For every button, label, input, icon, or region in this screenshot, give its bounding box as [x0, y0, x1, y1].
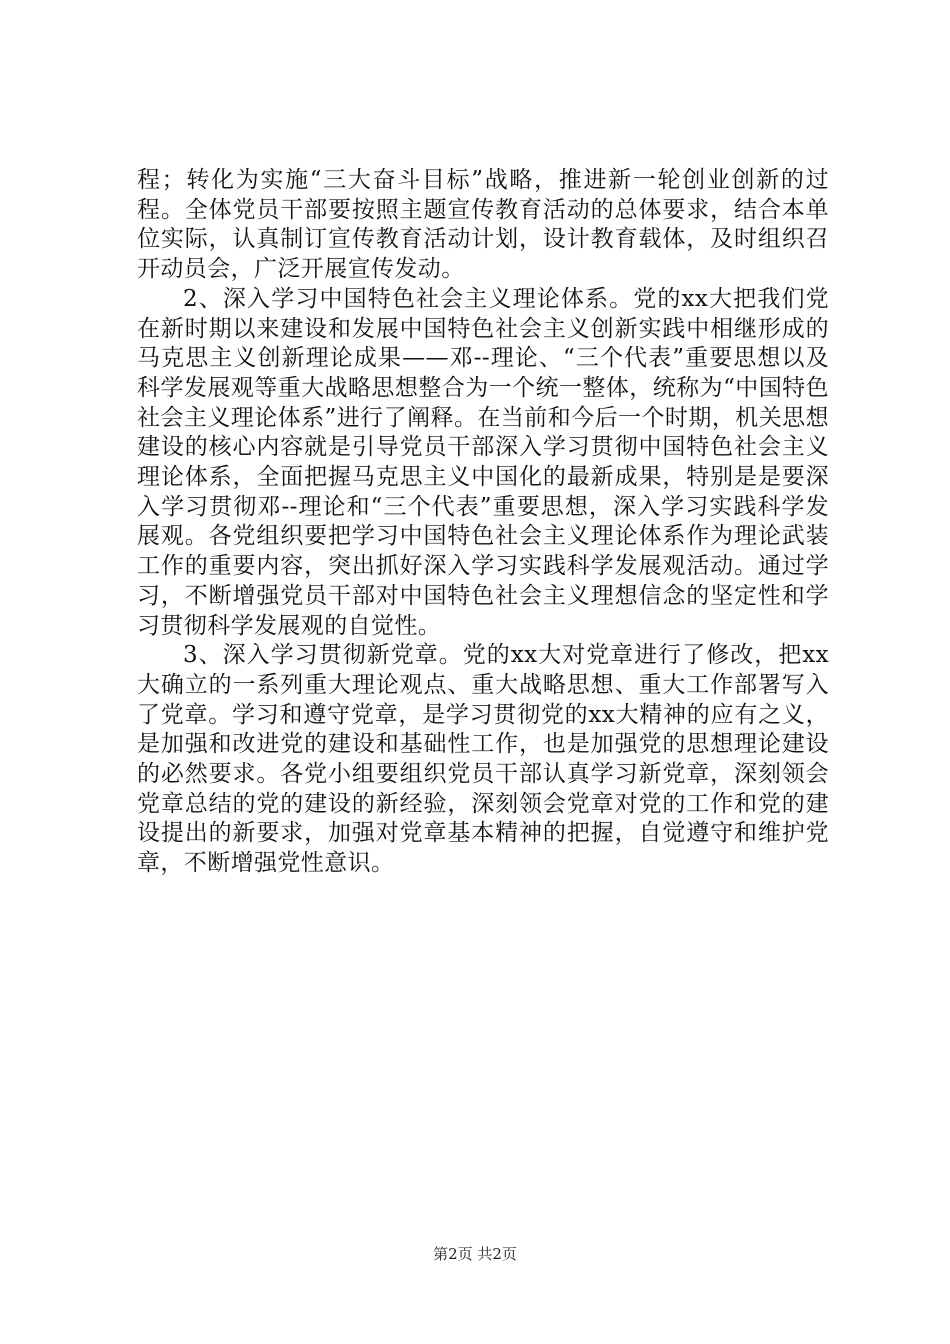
- paragraph-section-2: 2、深入学习中国特色社会主义理论体系。党的xx大把我们党在新时期以来建设和发展中国特色社会主义创新实践中相继形成的马克思主义创新理论成果——邓--理论、“三个代表”重要思想以及科学发展观等重大战略思想整合为一个统一整体，统称为“中国特色社会主义理论体系”进行了阐释。在当前和今后一个时期，机关思想建设的核心内容就是引导党员干部深入学习贯彻中国特色社会主义理论体系，全面把握马克思主义中国化的最新成果，特别是是要深入学习贯彻邓--理论和“三个代表”重要思想，深入学习实践科学发展观。各党组织要把学习中国特色社会主义理论体系作为理论武装工作的重要内容，突出抓好深入学习实践科学发展观活动。通过学习，不断增强党员干部对中国特色社会主义理想信念的坚定性和学习贯彻科学发展观的自觉性。: [137, 285, 829, 639]
- paragraph-continuation: 程；转化为实施“三大奋斗目标”战略，推进新一轮创业创新的过程。全体党员干部要按照主题宣传教育活动的总体要求，结合本单位实际，认真制订宣传教育活动计划，设计教育载体，及时组织召开动员会，广泛开展宣传发动。: [137, 167, 829, 283]
- paragraph-section-3: 3、深入学习贯彻新党章。党的xx大对党章进行了修改，把xx大确立的一系列重大理论观点、重大战略思想、重大工作部署写入了党章。学习和遵守党章，是学习贯彻党的xx大精神的应有之义，是加强和改进党的建设和基础性工作，也是加强党的思想理论建设的必然要求。各党小组要组织党员干部认真学习新党章，深刻领会党章总结的党的建设的新经验，深刻领会党章对党的工作和党的建设提出的新要求，加强对党章基本精神的把握，自觉遵守和维护党章，不断增强党性意识。: [137, 642, 829, 877]
- page-footer: 第2页 共2页: [433, 1245, 517, 1263]
- document-body: [137, 166, 829, 879]
